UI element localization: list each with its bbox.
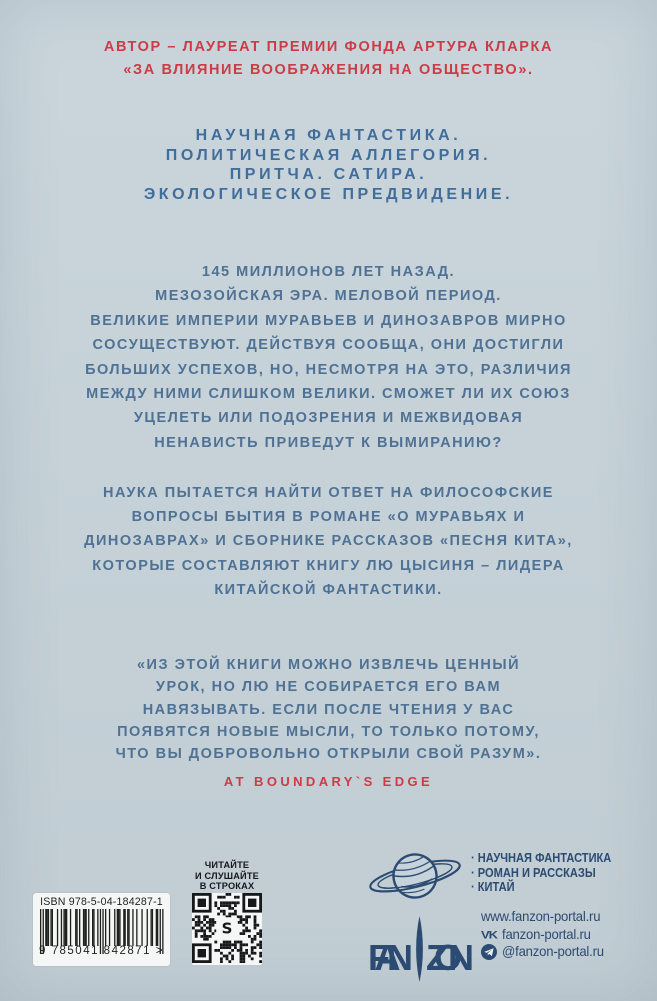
text-line: МЕЗОЗОЙСКАЯ ЭРА. МЕЛОВОЙ ПЕРИОД.	[155, 288, 502, 305]
text-line: КОТОРЫЕ СОСТАВЛЯЮТ КНИГУ ЛЮ ЦЫСИНЯ – ЛИДЕРА	[92, 557, 565, 574]
text-line: НАВЯЗЫВАТЬ. ЕСЛИ ПОСЛЕ ЧТЕНИЯ У ВАС	[142, 701, 515, 718]
website-url: www.fanzon-portal.ru	[481, 909, 601, 925]
text-line: БОЛЬШИХ УСПЕХОВ, НО, НЕСМОТРЯ НА ЭТО, РАЗЛИЧИЯ	[85, 361, 572, 378]
text-line: · КИТАЙ	[471, 880, 611, 895]
synopsis-paragraph-1	[0, 260, 657, 455]
telegram-row	[481, 943, 609, 961]
text-line: · РОМАН И РАССКАЗЫ	[471, 866, 611, 881]
fanzon-logo-lens	[416, 916, 423, 982]
publisher-socials	[481, 908, 609, 961]
review-quote-source: AT BOUNDARY`S EDGE	[223, 774, 434, 789]
text-line: ПРИТЧА. САТИРА.	[229, 166, 428, 184]
vk-icon: VK	[481, 928, 498, 941]
svg-text:S: S	[221, 919, 233, 938]
vk-row	[481, 926, 609, 944]
text-line: ПОЛИТИЧЕСКАЯ АЛЛЕГОРИЯ.	[165, 146, 492, 164]
text-line: «ИЗ ЭТОЙ КНИГИ МОЖНО ИЗВЛЕЧЬ ЦЕННЫЙ	[136, 657, 521, 673]
genres-block	[0, 126, 657, 204]
text-line: «ЗА ВЛИЯНИЕ ВООБРАЖЕНИЯ НА ОБЩЕСТВО».	[123, 62, 534, 78]
isbn-label: ISBN 978-5-04-184287-1	[40, 896, 163, 908]
text-line: УЦЕЛЕТЬ ИЛИ ПОДОЗРЕНИЯ И МЕЖВИДОВАЯ	[133, 410, 524, 427]
telegram-handle: @fanzon-portal.ru	[502, 944, 604, 960]
text-line: ЧТО ВЫ ДОБРОВОЛЬНО ОТКРЫЛИ СВОЙ РАЗУМ».	[115, 746, 542, 763]
text-line: АВТОР – ЛАУРЕАТ ПРЕМИИ ФОНДА АРТУРА КЛАРКА	[103, 39, 554, 55]
stroki-caption	[186, 861, 269, 893]
saturn-icon	[366, 843, 464, 905]
ean-digits: 9 785041 842871 >	[39, 945, 164, 957]
telegram-icon	[481, 944, 497, 960]
text-line: 145 МИЛЛИОНОВ ЛЕТ НАЗАД.	[201, 264, 456, 280]
fanzon-logo-right: ZON	[426, 937, 474, 978]
fanzon-logo	[366, 913, 476, 985]
vk-handle: fanzon-portal.ru	[502, 926, 591, 942]
text-line: ЧИТАЙТЕ	[204, 860, 250, 871]
text-line: МЕЖДУ НИМИ СЛИШКОМ ВЕЛИКИ. СМОЖЕТ ЛИ ИХ СОЮЗ	[86, 386, 571, 403]
text-line: НАУЧНАЯ ФАНТАСТИКА.	[195, 127, 462, 144]
text-line: И СЛУШАЙТЕ	[194, 870, 260, 882]
stroki-qr-code	[192, 893, 262, 965]
text-line: ЭКОЛОГИЧЕСКОЕ ПРЕДВИДЕНИЕ.	[143, 185, 514, 203]
award-note	[0, 36, 657, 82]
text-line: ДИНОЗАВРАХ» И СБОРНИКЕ РАССКАЗОВ «ПЕСНЯ КИТА»,	[84, 533, 573, 550]
text-line: СОСУЩЕСТВУЮТ. ДЕЙСТВУЯ СООБЩА, ОНИ ДОСТИГЛИ	[92, 337, 565, 354]
isbn-barcode-box	[33, 893, 170, 966]
text-line: ВОПРОСЫ БЫТИЯ В РОМАНЕ «О МУРАВЬЯХ И	[131, 509, 526, 526]
text-line: ПОЯВЯТСЯ НОВЫЕ МЫСЛИ, ТО ТОЛЬКО ПОТОМУ,	[117, 723, 540, 740]
fanzon-logo-left: FAN	[368, 937, 413, 978]
text-line: УРОК, НО ЛЮ НЕ СОБИРАЕТСЯ ЕГО ВАМ	[155, 679, 502, 696]
review-quote	[0, 654, 657, 765]
text-line: КИТАЙСКОЙ ФАНТАСТИКИ.	[214, 581, 443, 598]
text-line: НАУКА ПЫТАЕТСЯ НАЙТИ ОТВЕТ НА ФИЛОСОФСКИЕ	[103, 485, 554, 501]
website-row	[481, 908, 609, 926]
synopsis-paragraph-2	[0, 481, 657, 602]
book-tags-list	[471, 851, 630, 895]
text-line: · НАУЧНАЯ ФАНТАСТИКА	[471, 851, 611, 866]
text-line: НЕНАВИСТЬ ПРИВЕДУТ К ВЫМИРАНИЮ?	[154, 434, 503, 451]
text-line: ВЕЛИКИЕ ИМПЕРИИ МУРАВЬЕВ И ДИНОЗАВРОВ МИРНО	[90, 312, 567, 329]
text-line: В СТРОКАХ	[199, 881, 255, 893]
